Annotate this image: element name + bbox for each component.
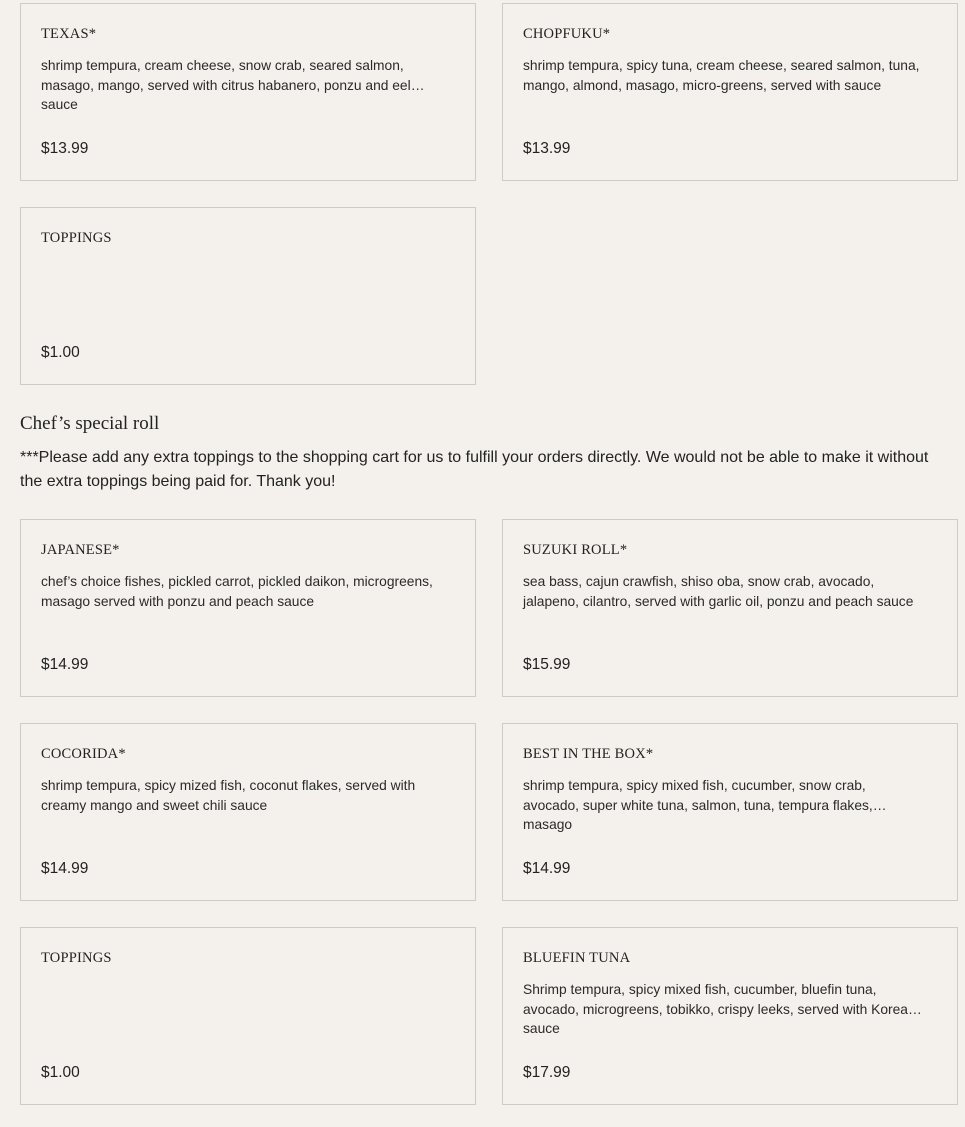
item-price: $14.99 (523, 860, 571, 877)
item-description: chef’s choice fishes, pickled carrot, pickled daikon, microgreens, masago served with ponzu and peach sauce (41, 574, 433, 609)
item-name: BEST IN THE BOX* (523, 746, 654, 762)
menu-item-card-japanese[interactable] (20, 519, 476, 697)
item-price: $1.00 (41, 344, 80, 361)
item-price: $17.99 (523, 1064, 571, 1081)
menu-item-card-chopfuku[interactable] (502, 3, 958, 181)
item-description: shrimp tempura, spicy mized fish, coconut flakes, served with creamy mango and sweet chili sauce (41, 778, 416, 813)
item-price: $13.99 (41, 140, 89, 157)
item-price: $15.99 (523, 656, 571, 673)
item-name: JAPANESE* (41, 542, 120, 558)
item-price: $14.99 (41, 860, 89, 877)
item-name: TOPPINGS (41, 230, 112, 246)
item-description: shrimp tempura, spicy mixed fish, cucumber, snow crab, avocado, super white tuna, salmon, tuna, tempura flakes, masago (523, 778, 873, 832)
menu-item-card-suzuki-roll[interactable] (502, 519, 958, 697)
item-name: BLUEFIN TUNA (523, 950, 631, 966)
section-title: Chef’s special roll (20, 413, 160, 434)
item-description: sea bass, cajun crawfish, shiso oba, snow crab, avocado, jalapeno, cilantro, served with garlic oil, ponzu and peach sauce (523, 574, 914, 609)
item-price: $1.00 (41, 1064, 80, 1081)
menu-item-card-toppings[interactable] (20, 207, 476, 385)
menu-item-card-toppings[interactable] (20, 927, 476, 1105)
menu-item-card-texas[interactable] (20, 3, 476, 181)
item-name: COCORIDA* (41, 746, 126, 762)
item-description: shrimp tempura, spicy tuna, cream cheese, seared salmon, tuna, mango, almond, masago, micro-greens, served with sauce (523, 58, 920, 93)
menu-item-card-cocorida[interactable] (20, 723, 476, 901)
item-description: shrimp tempura, cream cheese, snow crab, seared salmon, masago, mango, served with citrus habanero, ponzu and eel sauce (41, 58, 411, 112)
item-price: $13.99 (523, 140, 571, 157)
item-name: TEXAS* (41, 26, 97, 42)
menu-item-card-best-in-the-box[interactable] (502, 723, 958, 901)
section-note: ***Please add any extra toppings to the shopping cart for us to fulfill your orders directly. We would not be able to make it without the extra toppings being paid for. Thank you! (20, 449, 929, 490)
item-name: TOPPINGS (41, 950, 112, 966)
item-description: Shrimp tempura, spicy mixed fish, cucumber, bluefin tuna, avocado, microgreens, tobikko, crispy leeks, served with Korean sauce (523, 982, 916, 1036)
item-name: SUZUKI ROLL* (523, 542, 628, 558)
item-price: $14.99 (41, 656, 89, 673)
menu-item-card-bluefin-tuna[interactable] (502, 927, 958, 1105)
item-name: CHOPFUKU* (523, 26, 611, 42)
